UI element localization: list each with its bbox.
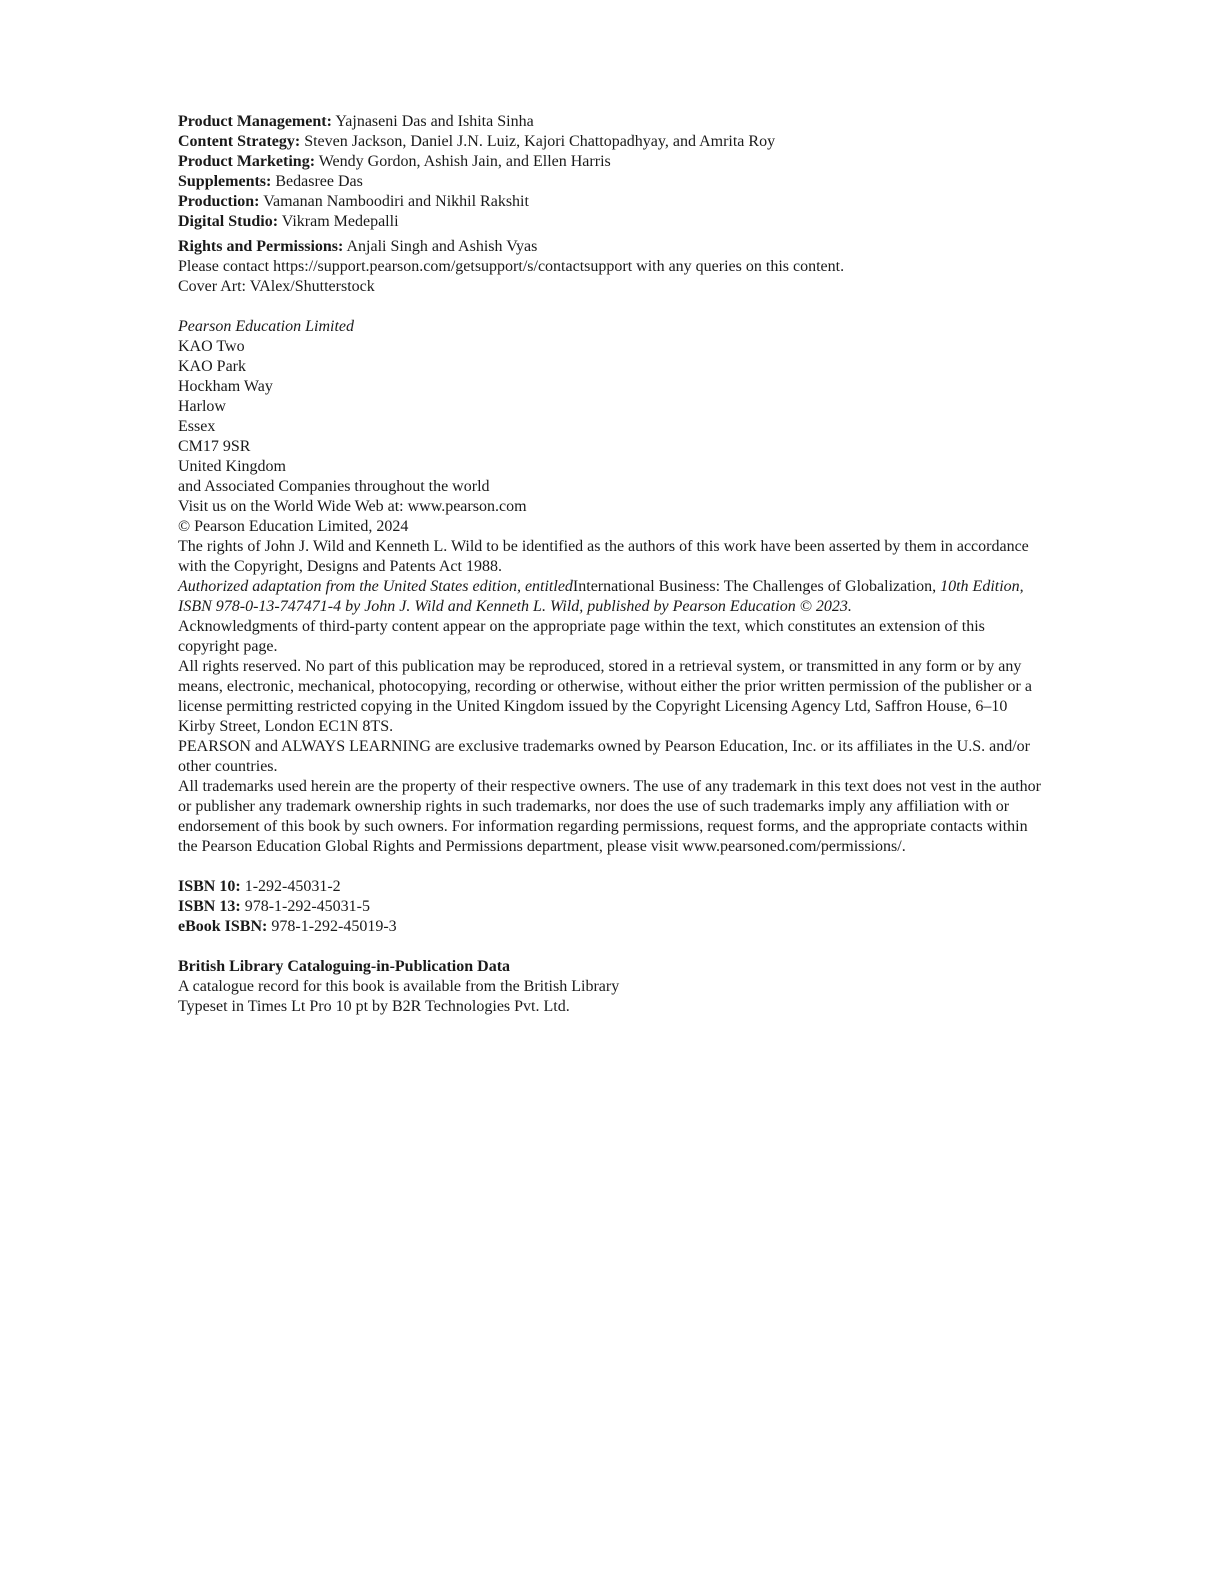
credit-line xyxy=(178,132,1048,152)
copyright-page xyxy=(178,112,1048,1017)
adaptation-title: International Business: The Challenges of Globalization, xyxy=(572,578,937,595)
credit-value: Vikram Medepalli xyxy=(281,213,399,230)
all-rights-text: All rights reserved. No part of this publication may be reproduced, stored in a retrieval system, or transmitted in any form or by any means, electronic, mechanical, photocopying, recording or otherwise, without either the prior written permission of the publisher or a license permitting restricted copying in the United Kingdom issued by the Copyright Licensing Agency Ltd, Saffron House, 6–10 Kirby Street, London EC1N 8TS. xyxy=(178,658,1032,735)
address-line: Hockham Way xyxy=(178,378,273,395)
address-line: Essex xyxy=(178,418,216,435)
acknowledgments-text: Acknowledgments of third-party content appear on the appropriate page within the text, which constitutes an extension of this copyright page. xyxy=(178,618,985,655)
address-line: United Kingdom xyxy=(178,458,286,475)
address-line: CM17 9SR xyxy=(178,438,251,455)
copyright-notice: © Pearson Education Limited, 2024 xyxy=(178,518,409,535)
adaptation-notice xyxy=(178,577,1048,617)
address-line: KAO Park xyxy=(178,358,246,375)
credits-list xyxy=(178,112,1048,257)
credit-line xyxy=(178,172,1048,192)
publisher-name: Pearson Education Limited xyxy=(178,318,354,335)
credit-label: Product Marketing: xyxy=(178,153,316,170)
credit-line xyxy=(178,192,1048,212)
isbn-label: ISBN 10: xyxy=(178,878,241,895)
credit-label: Product Management: xyxy=(178,113,332,130)
credit-line xyxy=(178,237,1048,257)
isbn-label: eBook ISBN: xyxy=(178,918,268,935)
credit-label: Digital Studio: xyxy=(178,213,279,230)
isbn-value: 1-292-45031-2 xyxy=(244,878,341,895)
credit-value: Wendy Gordon, Ashish Jain, and Ellen Harris xyxy=(318,153,611,170)
credit-label: Supplements: xyxy=(178,173,272,190)
isbn-value: 978-1-292-45031-5 xyxy=(244,898,370,915)
credit-line xyxy=(178,152,1048,172)
credit-label: Content Strategy: xyxy=(178,133,301,150)
isbn-list xyxy=(178,877,1048,937)
credit-value: Anjali Singh and Ashish Vyas xyxy=(346,238,538,255)
cover-art-credit: Cover Art: VAlex/Shutterstock xyxy=(178,278,375,295)
isbn-line xyxy=(178,897,1048,917)
associated-companies: and Associated Companies throughout the world xyxy=(178,478,490,495)
adaptation-rest: 10th Edition, ISBN 978-0-13-747471-4 by John J. Wild and Kenneth L. Wild, published by Pearson Education © 2023. xyxy=(178,578,1024,615)
address-line: KAO Two xyxy=(178,338,245,355)
british-library-text: A catalogue record for this book is available from the British Library xyxy=(178,978,620,995)
isbn-line xyxy=(178,877,1048,897)
adaptation-intro: Authorized adaptation from the United States edition, entitled xyxy=(178,578,573,595)
credit-value: Bedasree Das xyxy=(275,173,363,190)
credit-line xyxy=(178,212,1048,232)
typeset-credit: Typeset in Times Lt Pro 10 pt by B2R Technologies Pvt. Ltd. xyxy=(178,998,570,1015)
contact-text: Please contact https://support.pearson.com/getsupport/s/contactsupport with any queries on this content. xyxy=(178,258,845,275)
pearson-trademarks-text: PEARSON and ALWAYS LEARNING are exclusive trademarks owned by Pearson Education, Inc. or its affiliates in the U.S. and/or other countries. xyxy=(178,738,1030,775)
isbn-line xyxy=(178,917,1048,937)
british-library-heading: British Library Cataloguing-in-Publication Data xyxy=(178,958,511,975)
credit-value: Yajnaseni Das and Ishita Sinha xyxy=(335,113,534,130)
rights-statement: The rights of John J. Wild and Kenneth L. Wild to be identified as the authors of this work have been asserted by them in accordance with the Copyright, Designs and Patents Act 1988. xyxy=(178,538,1029,575)
credit-line xyxy=(178,112,1048,132)
all-trademarks-text: All trademarks used herein are the property of their respective owners. The use of any trademark in this text does not vest in the author or publisher any trademark ownership rights in such trademarks, nor does the use of such trademarks imply any affiliation with or endorsement of this book by such owners. For information regarding permissions, request forms, and the appropriate contacts within the Pearson Education Global Rights and Permissions department, please visit www.pearsoned.com/permissions/. xyxy=(178,778,1041,855)
credit-value: Steven Jackson, Daniel J.N. Luiz, Kajori Chattopadhyay, and Amrita Roy xyxy=(304,133,776,150)
credit-value: Vamanan Namboodiri and Nikhil Rakshit xyxy=(263,193,529,210)
website-text: Visit us on the World Wide Web at: www.pearson.com xyxy=(178,498,527,515)
credit-label: Production: xyxy=(178,193,260,210)
address-line: Harlow xyxy=(178,398,226,415)
publisher-address xyxy=(178,317,1048,477)
credit-label: Rights and Permissions: xyxy=(178,238,344,255)
isbn-value: 978-1-292-45019-3 xyxy=(271,918,397,935)
isbn-label: ISBN 13: xyxy=(178,898,241,915)
british-library-section xyxy=(178,957,1048,997)
